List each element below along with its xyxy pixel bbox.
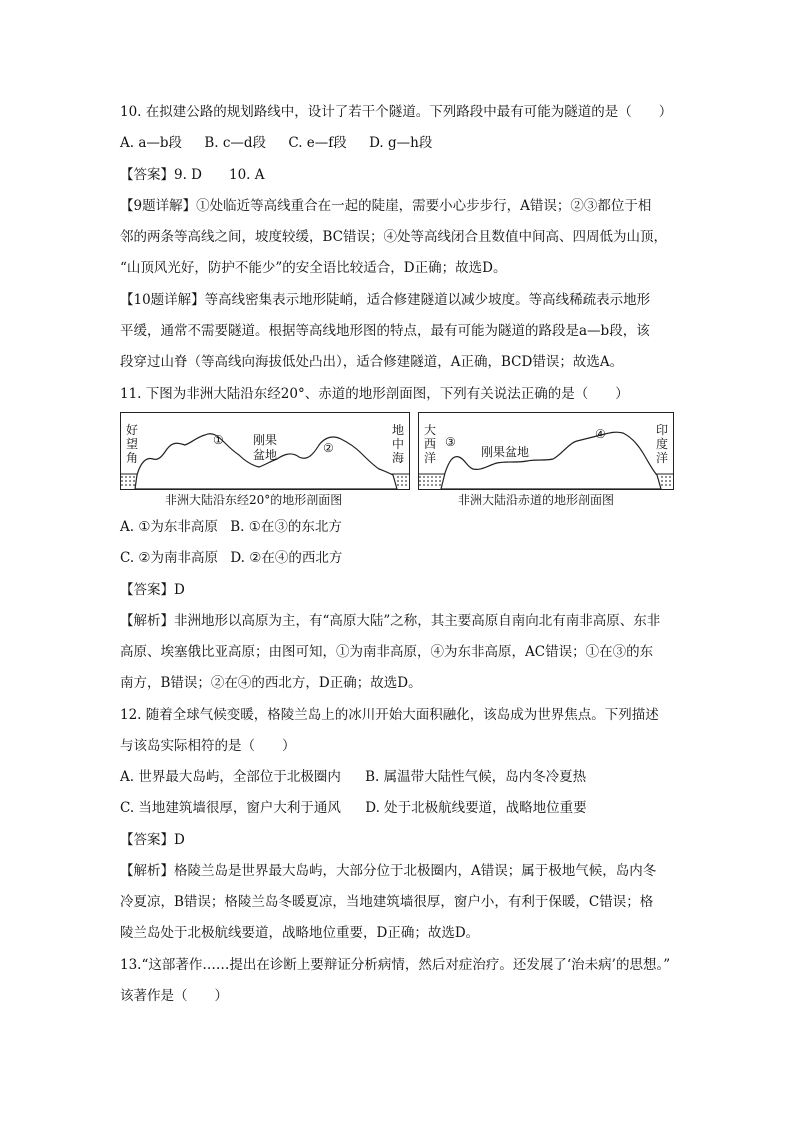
q10-option-b: B. c—d段 <box>204 135 267 151</box>
caption-20e: 非洲大陆沿东经20°的地形剖面图 <box>165 493 343 507</box>
q10-option-d: D. g—h段 <box>369 135 433 151</box>
label-congo-basin-left: 刚果盆地 <box>252 433 277 462</box>
detail10-line: 【10题详解】等高线密集表示地形陡峭，适合修建隧道以减少坡度。等高线稀疏表示地形 <box>120 292 651 308</box>
label-indian-ocean: 印度洋 <box>655 423 668 465</box>
q11-options-row2 <box>120 548 342 568</box>
q11-option-c: C. ②为南非高原 <box>120 550 219 566</box>
detail9-line: “山顶风光好，防护不能少”的安全语比较适合，D正确；故选D。 <box>120 260 507 276</box>
q11-analysis-line: 【解析】非洲地形以高原为主，有“高原大陆”之称，其主要高原自南向北有南非高原、东非 <box>120 613 661 629</box>
mark-2: ② <box>323 441 334 455</box>
q11-option-a: A. ①为东非高原 <box>120 519 218 535</box>
q12-answer: 【答案】D <box>120 832 185 848</box>
q12-option-d: D. 处于北极航线要道，战略地位重要 <box>365 800 587 816</box>
q12-analysis-line: 【解析】格陵兰岛是世界最大岛屿，大部分位于北极圈内，A错误；属于极地气候，岛内冬 <box>120 863 657 879</box>
q13-stem-line: 13.“这部著作……提出在诊断上要辩证分析病情，然后对症治疗。还发展了‘治未病’的思想。” <box>120 957 671 973</box>
q12-option-b: B. 属温带大陆性气候，岛内冬冷夏热 <box>365 769 587 785</box>
profile-figure-equator <box>418 412 674 490</box>
label-mediterranean: 地中海 <box>391 423 404 465</box>
q11-options-row1 <box>120 517 342 537</box>
q12-option-c: C. 当地建筑墙很厚，窗户大利于通风 <box>120 800 341 816</box>
q12-stem-line: 12. 随着全球气候变暖，格陵兰岛上的冰川开始大面积融化，该岛成为世界焦点。下列描述 <box>120 707 659 723</box>
caption-equator: 非洲大陆沿赤道的地形剖面图 <box>458 493 615 507</box>
q10-options <box>120 133 432 153</box>
mark-3: ③ <box>445 435 456 449</box>
q12-options-row2 <box>120 798 587 818</box>
terrain-profile-equator <box>441 432 661 489</box>
q11-option-b: B. ①在③的东北方 <box>230 519 342 535</box>
q12-analysis-line: 陵兰岛处于北极航线要道，战略地位重要，D正确；故选D。 <box>120 925 480 941</box>
q11-stem: 11. 下图为非洲大陆沿东经20°、赤道的地形剖面图，下列有关说法正确的是（ ） <box>120 386 629 402</box>
detail9-line: 邻的两条等高线之间，坡度较缓，BC错误；④处等高线闭合且数值中间高、四周低为山顶， <box>120 229 667 245</box>
q10-option-c: C. e—f段 <box>288 135 347 151</box>
answer-9-10: 【答案】9. D 10. A <box>120 167 265 183</box>
label-cape-of-good-hope: 好望角 <box>125 423 138 465</box>
profile-figure-20e <box>120 412 410 490</box>
q11-answer: 【答案】D <box>120 582 185 598</box>
detail9-line: 【9题详解】①处临近等高线重合在一起的陡崖，需要小心步步行，A错误；②③都位于相 <box>120 198 652 214</box>
q12-options-row1 <box>120 767 586 787</box>
q11-analysis-line: 高原、埃塞俄比亚高原；由图可知，①为南非高原，④为东非高原，AC错误；①在③的东 <box>120 644 654 660</box>
q12-analysis-line: 冷夏凉，B错误；格陵兰岛冬暖夏凉，当地建筑墙很厚，窗户小，有利于保暖，C错误；格 <box>120 894 654 910</box>
q11-analysis-line: 南方，B错误；②在④的西北方，D正确；故选D。 <box>120 675 422 691</box>
q12-option-a: A. 世界最大岛屿，全部位于北极圈内 <box>120 769 341 785</box>
mark-1: ① <box>213 433 224 447</box>
label-atlantic: 大西洋 <box>423 423 436 465</box>
q11-option-d: D. ②在④的西北方 <box>230 550 343 566</box>
detail10-line: 段穿过山脊（等高线向海拔低处凸出），适合修建隧道，A正确，BCD错误；故选A。 <box>120 354 624 370</box>
profile-svg-equator <box>419 413 673 489</box>
mark-4: ④ <box>595 427 606 441</box>
label-congo-basin-right: 刚果盆地 <box>481 445 530 459</box>
q13-stem-line: 该著作是（ ） <box>120 988 228 1004</box>
q10-option-a: A. a—b段 <box>120 135 183 151</box>
detail10-line: 平缓，通常不需要隧道。根据等高线地形图的特点，最有可能为隧道的路段是a—b段，该 <box>120 323 650 339</box>
q10-stem: 10. 在拟建公路的规划路线中，设计了若干个隧道。下列路段中最有可能为隧道的是（ ） <box>120 104 673 120</box>
q12-stem-line: 与该岛实际相符的是（ ） <box>120 738 296 754</box>
